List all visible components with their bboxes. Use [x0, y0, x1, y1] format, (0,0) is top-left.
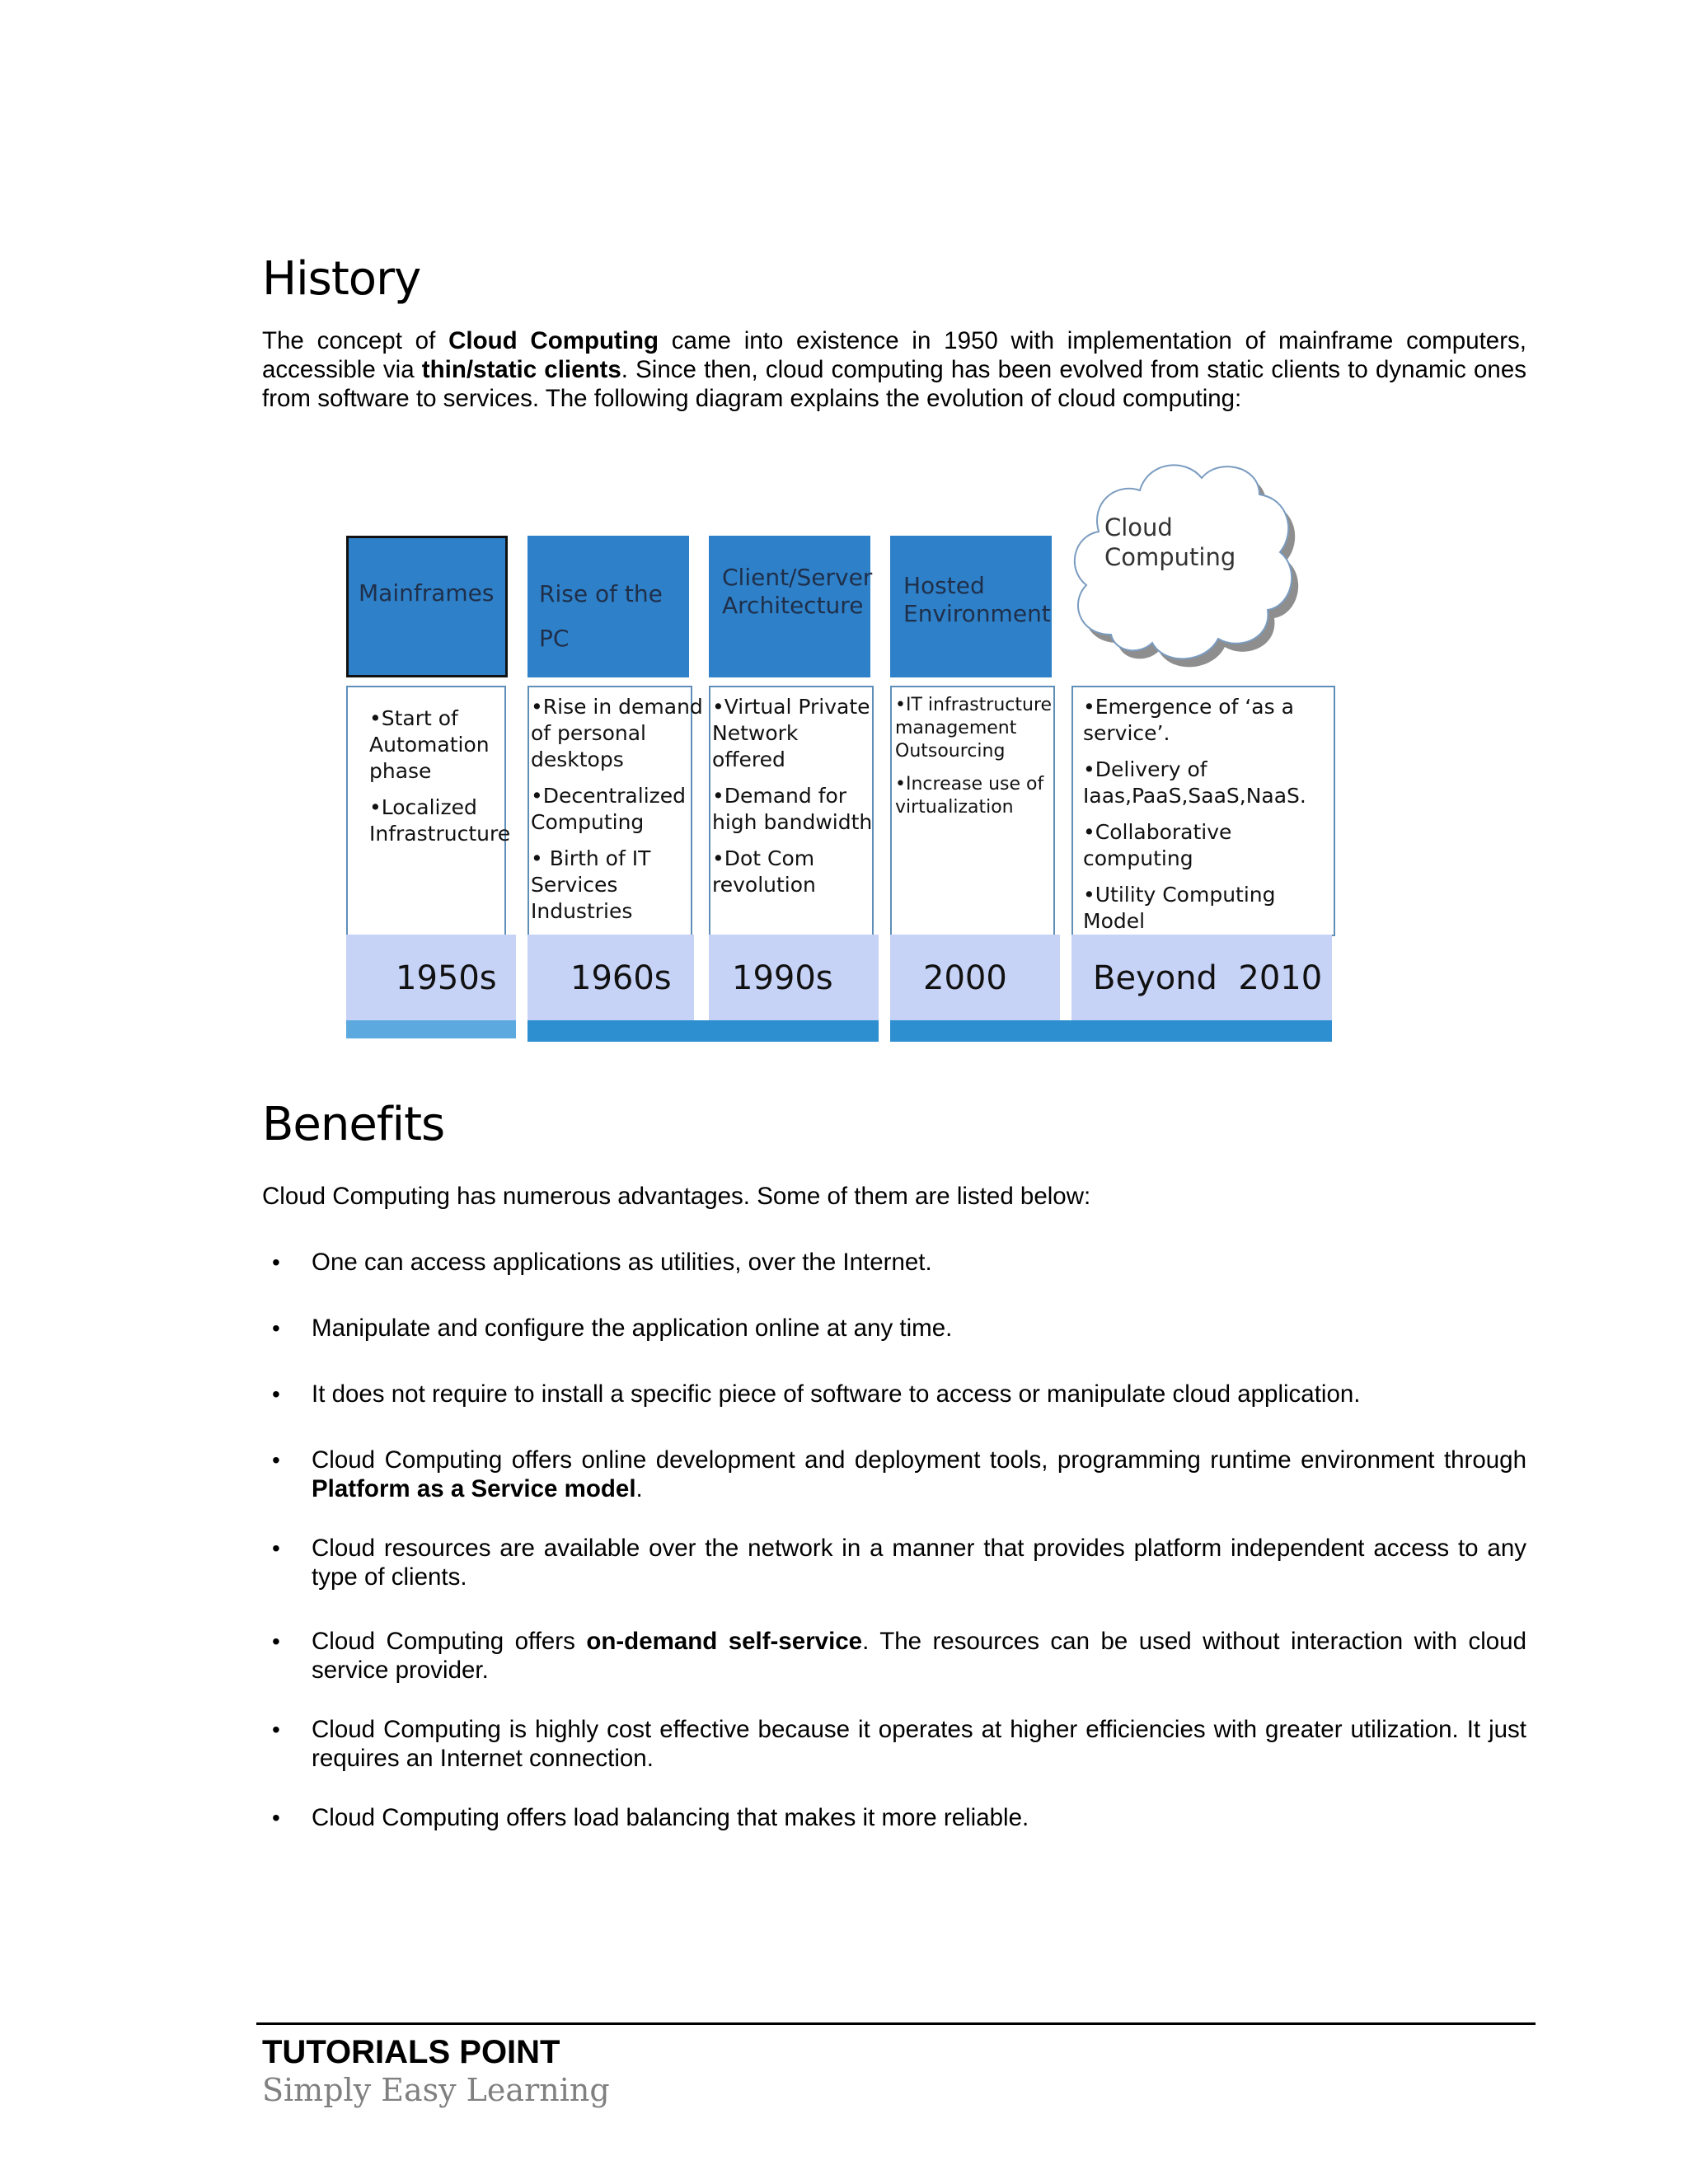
- text-run: It does not require to install a specific piece of software to access or manipulate cloud application.: [312, 1380, 1361, 1408]
- diagram-item: •Demand for high bandwidth: [712, 784, 873, 834]
- text-run: Cloud Computing offers: [312, 1628, 587, 1655]
- text-run: Cloud Computing offers load balancing that makes it more reliable.: [312, 1804, 1029, 1831]
- benefit-text: [312, 1248, 1526, 1277]
- timeline-bar-2: [528, 1020, 879, 1042]
- header-client-server: Client/Server Architecture: [709, 536, 870, 677]
- bold-text: on-demand self-service: [586, 1628, 863, 1655]
- benefit-text: [312, 1627, 1526, 1685]
- cloud-computing-label: Cloud Computing: [1104, 513, 1236, 571]
- diagram-item: •Emergence of ‘as a service’.: [1083, 695, 1294, 745]
- year-1950s: 1950s: [346, 935, 516, 1020]
- bold-text: Cloud Computing: [448, 327, 659, 354]
- bullet-dot-icon: •: [272, 1315, 280, 1341]
- header-hosted-environment: Hosted Environment: [890, 536, 1052, 677]
- benefit-text: [312, 1314, 1526, 1343]
- benefit-text: [312, 1534, 1526, 1591]
- header-rise-of-pc: Rise of the PC: [528, 536, 689, 677]
- desc-beyond-2010: [1071, 686, 1335, 936]
- footer-tagline: Simply Easy Learning: [262, 2072, 610, 2108]
- text-run: Cloud resources are available over the network in a manner that provides platform independent access to any type of clients.: [312, 1535, 1526, 1591]
- year-2000: 2000: [890, 935, 1060, 1020]
- benefits-heading: Benefits: [262, 1098, 445, 1151]
- history-heading: History: [262, 252, 421, 306]
- footer-brand: TUTORIALS POINT: [262, 2034, 560, 2070]
- benefit-text: [312, 1446, 1526, 1503]
- diagram-item: •Rise in demand of personal desktops: [531, 695, 703, 771]
- diagram-item: •IT infrastructure management Outsourcing: [895, 695, 1053, 762]
- text-run: Cloud Computing offers online development and deployment tools, programming runtime environment through: [312, 1446, 1526, 1474]
- text-run: Manipulate and configure the application online at any time.: [312, 1315, 953, 1342]
- bullet-dot-icon: •: [272, 1805, 280, 1830]
- diagram-item: • Birth of IT Services Industries: [531, 846, 651, 923]
- bullet-dot-icon: •: [272, 1249, 280, 1275]
- text-run: One can access applications as utilities, over the Internet.: [312, 1249, 932, 1276]
- footer-rule: [256, 2022, 1536, 2025]
- bullet-dot-icon: •: [272, 1629, 280, 1654]
- bullet-dot-icon: •: [272, 1381, 280, 1407]
- desc-client-server: [709, 686, 874, 936]
- timeline-bar-1: [346, 1020, 516, 1038]
- text-run: The concept of: [262, 327, 449, 354]
- diagram-item: •Decentralized Computing: [531, 784, 687, 834]
- timeline-bar-3: [890, 1020, 1332, 1042]
- year-1960s: 1960s: [528, 935, 694, 1020]
- text-run: . The resources can be used without interaction with cloud service provider.: [312, 1628, 1526, 1684]
- diagram-item: •Dot Com revolution: [712, 846, 816, 897]
- bold-text: Platform as a Service model: [312, 1475, 636, 1502]
- cloud-evolution-diagram: [330, 437, 1368, 1063]
- diagram-item: •Start of Automation phase: [369, 706, 490, 783]
- benefit-text: [312, 1380, 1526, 1408]
- diagram-item: •Localized Infrastructure: [369, 795, 511, 846]
- diagram-item: •Increase use of virtualization: [895, 774, 1044, 818]
- diagram-item: •Utility Computing Model: [1083, 883, 1276, 933]
- diagram-item: •Delivery of Iaas,PaaS,SaaS,NaaS.: [1083, 757, 1306, 808]
- year-beyond-2010: Beyond 2010: [1071, 935, 1332, 1020]
- desc-mainframes: [346, 686, 511, 936]
- desc-hosted-environment: [890, 686, 1055, 936]
- bullet-dot-icon: •: [272, 1447, 280, 1473]
- header-mainframes: Mainframes: [346, 536, 508, 677]
- benefit-text: [312, 1803, 1526, 1832]
- year-1990s: 1990s: [709, 935, 879, 1020]
- text-run: .: [635, 1475, 643, 1502]
- bold-text: thin/static clients: [421, 356, 621, 383]
- text-run: came into existence in 1950 with implementation of mainframe computers, accessible via: [262, 327, 1526, 383]
- benefit-text: [312, 1715, 1526, 1773]
- text-run: . Since then, cloud computing has been evolved from static clients to dynamic ones from software to services. The following diagram explains the evolution of cloud computing:: [262, 356, 1526, 412]
- text-run: Cloud Computing is highly cost effective because it operates at higher efficiencies with greater utilization. It just requires an Internet connection.: [312, 1716, 1526, 1772]
- history-paragraph: [262, 326, 1526, 413]
- desc-rise-of-pc: [528, 686, 703, 936]
- diagram-item: •Collaborative computing: [1083, 820, 1232, 870]
- bullet-dot-icon: •: [272, 1535, 280, 1561]
- bullet-dot-icon: •: [272, 1717, 280, 1742]
- benefits-intro: Cloud Computing has numerous advantages. Some of them are listed below:: [262, 1183, 1091, 1210]
- diagram-item: •Virtual Private Network offered: [712, 695, 870, 771]
